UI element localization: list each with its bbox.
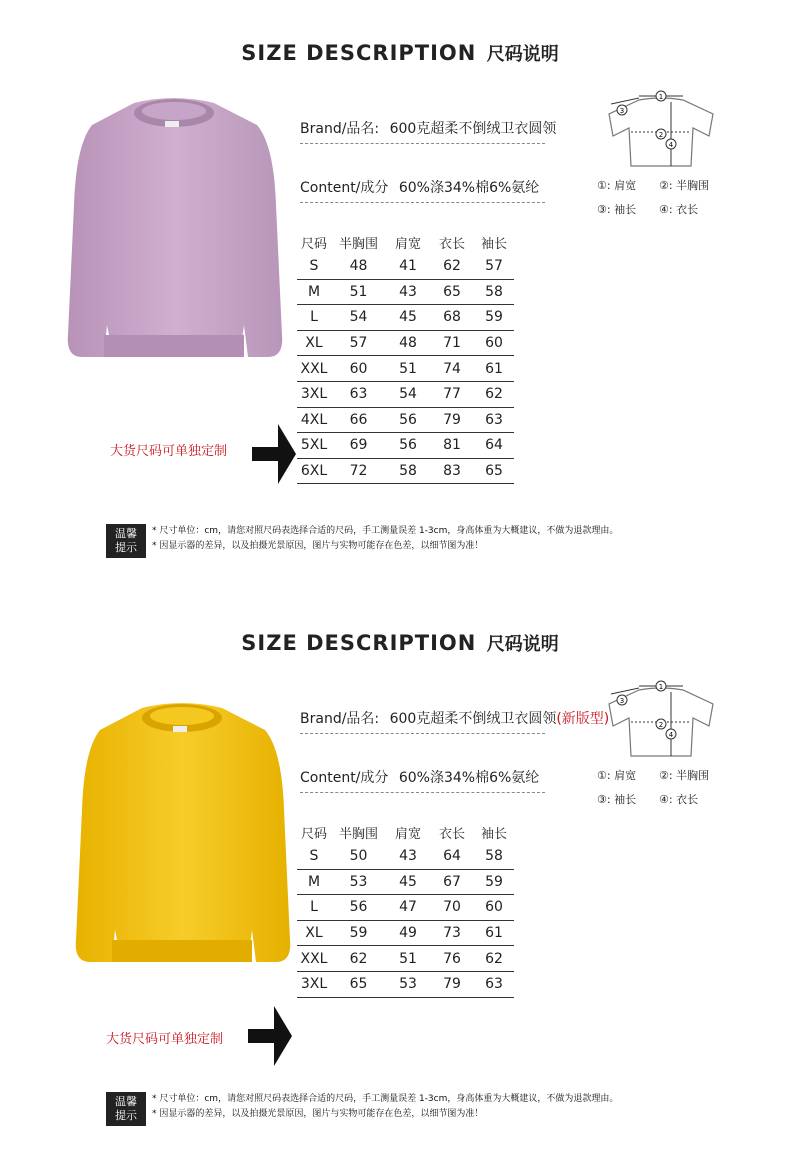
svg-text:3: 3 <box>619 107 625 115</box>
brand-line: Brand/品名: 600克超柔不倒绒卫衣圆领(新版型) <box>300 711 610 727</box>
measurement-cell: 62 <box>331 946 386 972</box>
measurement-cell: 81 <box>430 433 474 459</box>
table-row <box>297 254 514 279</box>
measurement-cell: 64 <box>474 433 514 459</box>
svg-text:2: 2 <box>658 721 664 729</box>
measurement-cell: 79 <box>430 407 474 433</box>
measurement-cell: 72 <box>331 458 386 484</box>
measurement-cell: 56 <box>386 433 430 459</box>
table-row <box>297 895 514 921</box>
section-title: SIZE DESCRIPTION 尺码说明 <box>241 41 559 65</box>
table-header-row: 尺码 半胸围 肩宽 衣长 袖长 <box>300 236 507 252</box>
custom-size-note: 大货尺码可单独定制 <box>106 1032 224 1047</box>
tip-text: * 尺寸单位：cm，请您对照尺码表选择合适的尺码，手工测量误差 1-3cm，身高体重为大概建议，不做为退款理由。 * 因显示器的差异，以及拍摄光景原因，图片与实物可能存在色差，以细节图为准！ <box>152 526 619 551</box>
size-table-body <box>297 844 514 997</box>
measurement-cell: 62 <box>430 254 474 279</box>
measurement-cell: 65 <box>331 971 386 997</box>
measurement-cell: 63 <box>331 381 386 407</box>
measurement-cell: 66 <box>331 407 386 433</box>
measurement-cell: 49 <box>386 920 430 946</box>
measurement-cell: 79 <box>430 971 474 997</box>
measurement-cell: 53 <box>331 869 386 895</box>
table-row <box>297 356 514 382</box>
measurement-cell: 62 <box>474 381 514 407</box>
size-cell: S <box>297 844 331 869</box>
size-cell: M <box>297 869 331 895</box>
size-cell: XL <box>297 330 331 356</box>
size-cell: 3XL <box>297 381 331 407</box>
table-row <box>297 458 514 484</box>
size-cell: 5XL <box>297 433 331 459</box>
measurement-cell: 57 <box>331 330 386 356</box>
divider <box>300 733 545 734</box>
measurement-legend: ①: 肩宽 ②: 半胸围 <box>597 179 710 192</box>
table-row <box>297 330 514 356</box>
measurement-cell: 58 <box>386 458 430 484</box>
svg-text:4: 4 <box>668 731 674 739</box>
divider <box>300 143 545 144</box>
table-row <box>297 407 514 433</box>
measurement-cell: 68 <box>430 305 474 331</box>
measurement-cell: 60 <box>474 895 514 921</box>
measurement-cell: 60 <box>331 356 386 382</box>
tip-text: * 尺寸单位：cm，请您对照尺码表选择合适的尺码，手工测量误差 1-3cm，身高体重为大概建议，不做为退款理由。 * 因显示器的差异，以及拍摄光景原因，图片与实物可能存在色差，以细节图为准！ <box>152 1094 619 1119</box>
measurement-cell: 43 <box>386 279 430 305</box>
size-cell: L <box>297 895 331 921</box>
measurement-cell: 51 <box>386 946 430 972</box>
size-table <box>297 230 514 484</box>
measurement-cell: 59 <box>331 920 386 946</box>
measurement-cell: 58 <box>474 279 514 305</box>
measurement-cell: 54 <box>331 305 386 331</box>
size-cell: XXL <box>297 946 331 972</box>
measurement-cell: 65 <box>430 279 474 305</box>
measurement-cell: 59 <box>474 305 514 331</box>
arrow-right-icon <box>248 1002 292 1070</box>
measurement-cell: 47 <box>386 895 430 921</box>
tip-badge: 温馨 提示 <box>106 1092 146 1126</box>
size-cell: L <box>297 305 331 331</box>
table-row <box>297 844 514 869</box>
size-table-body <box>297 254 514 484</box>
measurement-cell: 69 <box>331 433 386 459</box>
measurement-cell: 76 <box>430 946 474 972</box>
table-row <box>297 433 514 459</box>
measurement-cell: 61 <box>474 920 514 946</box>
measurement-cell: 71 <box>430 330 474 356</box>
table-row <box>297 920 514 946</box>
size-section-2 <box>0 590 800 1172</box>
measurement-cell: 61 <box>474 356 514 382</box>
size-cell: 6XL <box>297 458 331 484</box>
table-row <box>297 305 514 331</box>
measurement-cell: 53 <box>386 971 430 997</box>
svg-text:2: 2 <box>658 131 664 139</box>
measurement-cell: 58 <box>474 844 514 869</box>
measurement-cell: 73 <box>430 920 474 946</box>
svg-text:1: 1 <box>658 683 664 691</box>
measurement-cell: 45 <box>386 869 430 895</box>
svg-text:4: 4 <box>668 141 674 149</box>
measurement-cell: 45 <box>386 305 430 331</box>
measurement-diagram-icon <box>597 88 725 168</box>
svg-text:1: 1 <box>658 93 664 101</box>
custom-size-note: 大货尺码可单独定制 <box>110 444 228 459</box>
measurement-cell: 64 <box>430 844 474 869</box>
measurement-cell: 65 <box>474 458 514 484</box>
sweatshirt-image <box>70 700 295 985</box>
measurement-legend: ③: 袖长 ④: 衣长 <box>597 793 699 806</box>
section-title: SIZE DESCRIPTION 尺码说明 <box>241 631 559 655</box>
size-cell: S <box>297 254 331 279</box>
measurement-cell: 60 <box>474 330 514 356</box>
content-line: Content/成分 60%涤34%棉6%氨纶 <box>300 180 540 196</box>
table-row <box>297 869 514 895</box>
measurement-cell: 67 <box>430 869 474 895</box>
new-version-note: (新版型) <box>556 711 610 727</box>
size-cell: 4XL <box>297 407 331 433</box>
size-cell: M <box>297 279 331 305</box>
content-line: Content/成分 60%涤34%棉6%氨纶 <box>300 770 540 786</box>
measurement-cell: 70 <box>430 895 474 921</box>
measurement-cell: 54 <box>386 381 430 407</box>
table-row <box>297 946 514 972</box>
table-row <box>297 381 514 407</box>
measurement-cell: 83 <box>430 458 474 484</box>
measurement-cell: 48 <box>386 330 430 356</box>
size-cell: 3XL <box>297 971 331 997</box>
size-table <box>297 820 514 998</box>
measurement-cell: 56 <box>331 895 386 921</box>
divider <box>300 792 545 793</box>
table-row <box>297 971 514 997</box>
measurement-cell: 63 <box>474 971 514 997</box>
svg-text:3: 3 <box>619 697 625 705</box>
measurement-cell: 51 <box>331 279 386 305</box>
measurement-cell: 43 <box>386 844 430 869</box>
measurement-cell: 50 <box>331 844 386 869</box>
measurement-cell: 74 <box>430 356 474 382</box>
measurement-cell: 51 <box>386 356 430 382</box>
tip-badge: 温馨 提示 <box>106 524 146 558</box>
divider <box>300 202 545 203</box>
measurement-cell: 48 <box>331 254 386 279</box>
arrow-right-icon <box>252 420 296 488</box>
measurement-cell: 41 <box>386 254 430 279</box>
measurement-cell: 56 <box>386 407 430 433</box>
sweatshirt-image <box>62 95 287 380</box>
measurement-legend: ①: 肩宽 ②: 半胸围 <box>597 769 710 782</box>
table-header-row: 尺码 半胸围 肩宽 衣长 袖长 <box>300 826 507 842</box>
measurement-cell: 77 <box>430 381 474 407</box>
measurement-cell: 57 <box>474 254 514 279</box>
measurement-legend: ③: 袖长 ④: 衣长 <box>597 203 699 216</box>
measurement-diagram-icon <box>597 678 725 758</box>
measurement-cell: 59 <box>474 869 514 895</box>
table-row <box>297 279 514 305</box>
brand-line: Brand/品名: 600克超柔不倒绒卫衣圆领 <box>300 121 557 137</box>
measurement-cell: 62 <box>474 946 514 972</box>
size-cell: XXL <box>297 356 331 382</box>
size-cell: XL <box>297 920 331 946</box>
measurement-cell: 63 <box>474 407 514 433</box>
